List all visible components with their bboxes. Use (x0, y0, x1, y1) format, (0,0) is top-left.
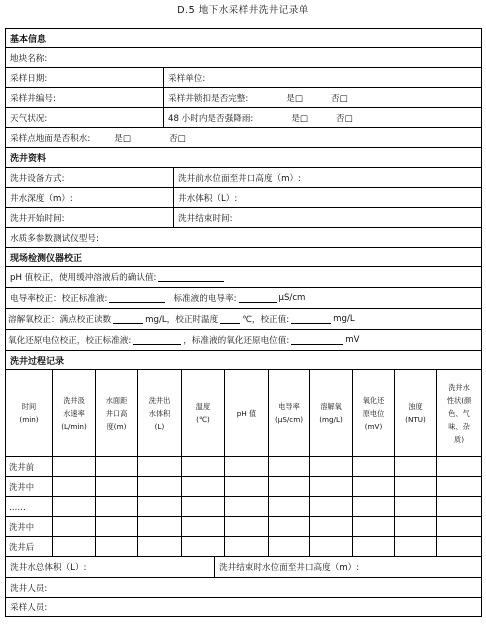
column-header-6: 电导率 (μS/cm) (268, 370, 309, 456)
table-cell[interactable] (352, 457, 394, 476)
section-header-process: 洗井过程记录 (10, 356, 65, 367)
table-cell[interactable] (309, 517, 352, 536)
form-title: D.5 地下水采样井洗井记录单 (177, 5, 309, 16)
table-row (6, 537, 481, 557)
table-cell[interactable] (268, 517, 309, 536)
column-header-8: 氧化还 原电位 (mV) (352, 370, 394, 456)
do-reading-blank[interactable] (113, 314, 143, 324)
table-cell[interactable] (95, 537, 137, 556)
start-time-label: 洗井开始时间: (10, 213, 65, 224)
rain-no-checkbox[interactable]: 否□ (336, 113, 353, 124)
lock-yes-checkbox[interactable]: 是□ (286, 93, 303, 104)
rain-yes-checkbox[interactable]: 是□ (291, 113, 309, 124)
lock-intact-label: 采样井锁扣是否完整: (168, 93, 249, 104)
table-cell[interactable] (95, 477, 137, 496)
water-level-after-label: 洗井结束时水位面至井口高度（m）: (214, 557, 481, 577)
section-header-basic: 基本信息 (10, 34, 47, 45)
process-header-row (6, 351, 481, 370)
table-cell[interactable] (436, 537, 481, 556)
table-cell[interactable] (394, 537, 436, 556)
column-header-2: 水面距 井口高 度(m) (95, 370, 137, 456)
orp-value-label: ，标准液的氧化还原电位值: (183, 336, 290, 346)
do-calibration-label: 溶解氧校正：满点校正读数 (8, 315, 112, 325)
conductivity-calibration-row (6, 288, 481, 309)
total-volume-label: 洗井水总体积（L）: (10, 563, 87, 573)
table-cell[interactable] (268, 457, 309, 476)
row-label: 洗井中 (9, 521, 35, 532)
column-header-10: 洗井水 性状(颜 色、气 味、杂 质) (436, 370, 481, 456)
table-cell[interactable] (52, 517, 95, 536)
table-cell[interactable] (52, 497, 95, 516)
meter-model-label: 水质多参数测试仪型号: (10, 233, 99, 244)
sampling-date-row (6, 68, 481, 88)
table-row (6, 497, 481, 517)
site-name-label: 地块名称: (10, 53, 48, 64)
orp-solution-blank[interactable] (133, 335, 181, 345)
site-name-row (6, 48, 481, 68)
equipment-row (6, 168, 481, 188)
table-cell[interactable] (309, 497, 352, 516)
table-cell[interactable] (137, 457, 181, 476)
table-cell[interactable] (224, 537, 268, 556)
conductivity-calibration-cell (6, 288, 481, 308)
sampling-date-label: 采样日期: (10, 73, 48, 84)
table-row (6, 477, 481, 497)
orp-value-blank[interactable] (291, 335, 343, 345)
well-washing-record-form (5, 28, 482, 617)
lock-intact-cell (163, 88, 481, 107)
ponding-no-checkbox[interactable]: 否□ (168, 133, 186, 144)
orp-solution-label: 氧化还原电位校正，校正标准液: (8, 336, 132, 346)
weather-row (6, 108, 481, 128)
column-header-1: 洗井汲 水速率 (L/min) (52, 370, 95, 456)
sampling-staff-row (6, 598, 481, 616)
column-header-7: 溶解氧 (mg/L) (309, 370, 352, 456)
column-header-3: 洗井出 水体积 (L) (137, 370, 181, 456)
column-header-0: 时间 (min) (19, 402, 39, 424)
rain48-cell (163, 108, 481, 127)
wash-staff-row (6, 578, 481, 598)
do-value-label: ℃，校正值: (242, 315, 290, 325)
table-cell[interactable] (352, 537, 394, 556)
table-cell[interactable] (352, 517, 394, 536)
sampling-staff-label: 采样人员: (10, 603, 48, 613)
table-cell[interactable] (181, 537, 224, 556)
table-cell[interactable] (181, 477, 224, 496)
table-cell[interactable] (52, 457, 95, 476)
table-row (6, 457, 481, 477)
wash-time-row (6, 208, 481, 228)
water-level-before-label: 洗井前水位面至井口高度（m）: (173, 168, 481, 187)
table-cell[interactable] (436, 497, 481, 516)
table-cell[interactable] (394, 517, 436, 536)
ph-calibration-cell (6, 267, 481, 287)
wash-info-header-row (6, 148, 481, 168)
table-cell[interactable] (181, 517, 224, 536)
ponding-label: 采样点地面是否积水: (10, 133, 91, 144)
table-cell[interactable] (95, 497, 137, 516)
conductivity-solution-label: 电导率校正：校正标准液: (10, 294, 108, 304)
wash-staff-label: 洗井人员: (10, 583, 48, 594)
row-label: 洗井前 (9, 461, 35, 472)
orp-calibration-row (6, 330, 481, 351)
table-cell[interactable] (352, 477, 394, 496)
do-temp-blank[interactable] (220, 314, 240, 324)
table-cell[interactable] (95, 517, 137, 536)
column-header-9: 浊度 (NTU) (394, 370, 436, 456)
orp-unit: mV (345, 335, 360, 345)
weather-label: 天气状况: (10, 113, 48, 124)
sampling-unit-label: 采样单位: (163, 68, 481, 87)
table-cell[interactable] (309, 537, 352, 556)
table-cell[interactable] (268, 537, 309, 556)
ponding-row (6, 128, 481, 148)
ph-calibration-label: pH 值校正，使用缓冲溶液后的确认值: (10, 273, 157, 283)
well-depth-row (6, 188, 481, 208)
table-cell[interactable] (394, 497, 436, 516)
section-header-calibration: 现场检测仪器校正 (10, 253, 83, 264)
ph-value-blank[interactable] (158, 272, 224, 282)
do-unit: mg/L (333, 314, 355, 324)
ponding-cell (6, 128, 481, 147)
calibration-header-row (6, 248, 481, 267)
do-calibration-cell (6, 309, 481, 329)
do-value-blank[interactable] (291, 314, 331, 324)
column-header-5: pH 值 (224, 370, 268, 456)
table-cell[interactable] (309, 477, 352, 496)
rain48-label: 48 小时内是否强降雨: (168, 113, 254, 124)
table-cell[interactable] (224, 497, 268, 516)
ph-calibration-row (6, 267, 481, 288)
table-cell[interactable] (137, 537, 181, 556)
row-label: …… (9, 501, 26, 512)
table-cell[interactable] (137, 497, 181, 516)
table-cell[interactable] (394, 457, 436, 476)
well-number-label: 采样井编号: (10, 93, 56, 104)
row-label: 洗井中 (9, 481, 35, 492)
conductivity-value-blank[interactable] (239, 293, 277, 303)
meter-model-row (6, 228, 481, 248)
well-number-row (6, 88, 481, 108)
conductivity-value-label: 标准液的电导率: (173, 294, 237, 304)
well-volume-label: 井水体积（L）: (173, 188, 481, 207)
do-temp-label: mg/L，校正时温度 (145, 315, 219, 325)
conductivity-solution-blank[interactable] (109, 293, 165, 303)
table-cell[interactable] (436, 517, 481, 536)
table-cell[interactable] (352, 497, 394, 516)
end-time-label: 洗井结束时间: (173, 208, 481, 227)
equipment-label: 洗井设备方式: (10, 173, 65, 184)
table-cell[interactable] (52, 477, 95, 496)
row-label: 洗井后 (9, 541, 35, 552)
table-cell[interactable] (394, 477, 436, 496)
table-cell[interactable] (224, 457, 268, 476)
table-cell[interactable] (181, 457, 224, 476)
well-depth-label: 井水深度（m）: (10, 193, 73, 204)
table-cell[interactable] (309, 457, 352, 476)
table-cell[interactable] (436, 457, 481, 476)
table-cell[interactable] (181, 497, 224, 516)
table-cell[interactable] (137, 517, 181, 536)
footer-volume-row (6, 557, 481, 578)
basic-info-header-row (6, 29, 481, 48)
section-header-wash: 洗井资料 (10, 154, 47, 164)
table-cell[interactable] (137, 477, 181, 496)
orp-calibration-cell (6, 330, 481, 350)
table-cell[interactable] (268, 497, 309, 516)
table-row (6, 517, 481, 537)
process-column-header-row (6, 370, 481, 457)
table-cell[interactable] (268, 477, 309, 496)
column-header-4: 温度 (℃) (181, 370, 224, 456)
conductivity-unit: μS/cm (278, 293, 306, 303)
ponding-yes-checkbox[interactable]: 是□ (114, 133, 131, 144)
do-calibration-row (6, 309, 481, 330)
table-cell[interactable] (224, 517, 268, 536)
table-cell[interactable] (436, 477, 481, 496)
table-cell[interactable] (52, 537, 95, 556)
table-cell[interactable] (95, 457, 137, 476)
lock-no-checkbox[interactable]: 否□ (330, 93, 348, 104)
table-cell[interactable] (224, 477, 268, 496)
